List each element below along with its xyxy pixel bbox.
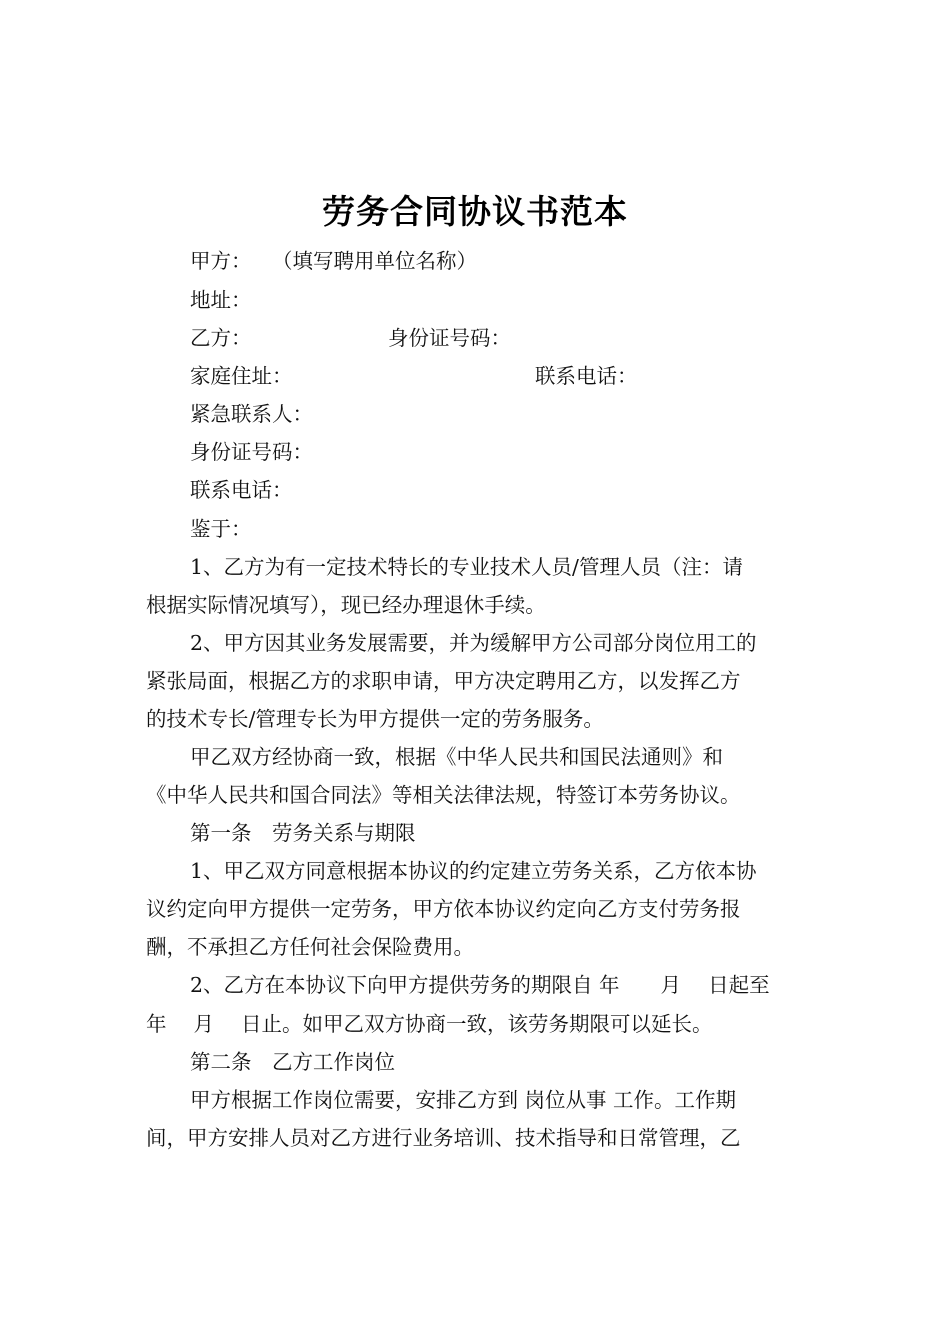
document-title: 劳务合同协议书范本 [322, 192, 628, 231]
party-b-line [190, 325, 806, 351]
article-1-item-1-line-1: 1、甲乙双方同意根据本协议的约定建立劳务关系，乙方依本协 [190, 859, 757, 883]
clause-2-line-2: 紧张局面，根据乙方的求职申请，甲方决定聘用乙方，以发挥乙方 [146, 669, 741, 693]
agreement-line-1: 甲乙双方经协商一致，根据《中华人民共和国民法通则》和 [190, 745, 723, 769]
article-1-item-1-line-2: 议约定向甲方提供一定劳务，甲方依本协议约定向乙方支付劳务报 [146, 897, 741, 921]
party-b-phone-label: 联系电话： [535, 364, 638, 388]
emergency-phone-label: 联系电话： [190, 478, 293, 502]
article-1-item-1-line-3: 酬，不承担乙方任何社会保险费用。 [146, 935, 474, 959]
party-b-id-label: 身份证号码： [388, 326, 511, 350]
emergency-contact-label: 紧急联系人： [190, 402, 313, 426]
home-line [190, 363, 806, 389]
party-b-label: 乙方： [190, 326, 252, 350]
article-2-line-2: 间，甲方安排人员对乙方进行业务培训、技术指导和日常管理，乙 [146, 1126, 741, 1150]
article-1-item-2-line-1: 2、乙方在本协议下向甲方提供劳务的期限自 年 月 日起至 [190, 973, 770, 997]
party-a-line [190, 248, 806, 274]
home-address-label: 家庭住址： [190, 364, 293, 388]
clause-2-line-1: 2、甲方因其业务发展需要，并为缓解甲方公司部分岗位用工的 [190, 631, 757, 655]
article-1-heading: 第一条 劳务关系与期限 [190, 821, 416, 845]
emergency-id-label: 身份证号码： [190, 440, 313, 464]
clause-1-line-1: 1、乙方为有一定技术特长的专业技术人员/管理人员（注：请 [190, 555, 743, 579]
agreement-line-2: 《中华人民共和国合同法》等相关法律法规，特签订本劳务协议。 [146, 783, 741, 807]
clause-1-line-2: 根据实际情况填写），现已经办理退休手续。 [146, 593, 546, 617]
article-2-line-1: 甲方根据工作岗位需要，安排乙方到 岗位从事 工作。工作期 [190, 1088, 737, 1112]
party-a-label: 甲方： [190, 249, 252, 273]
party-a-hint: （填写聘用单位名称） [272, 249, 478, 273]
address-label: 地址： [190, 288, 252, 312]
whereas-label: 鉴于： [190, 517, 252, 541]
article-1-item-2-line-2: 年 月 日止。如甲乙双方协商一致，该劳务期限可以延长。 [146, 1012, 713, 1036]
clause-2-line-3: 的技术专长/管理专长为甲方提供一定的劳务服务。 [146, 707, 604, 731]
article-2-heading: 第二条 乙方工作岗位 [190, 1050, 395, 1074]
